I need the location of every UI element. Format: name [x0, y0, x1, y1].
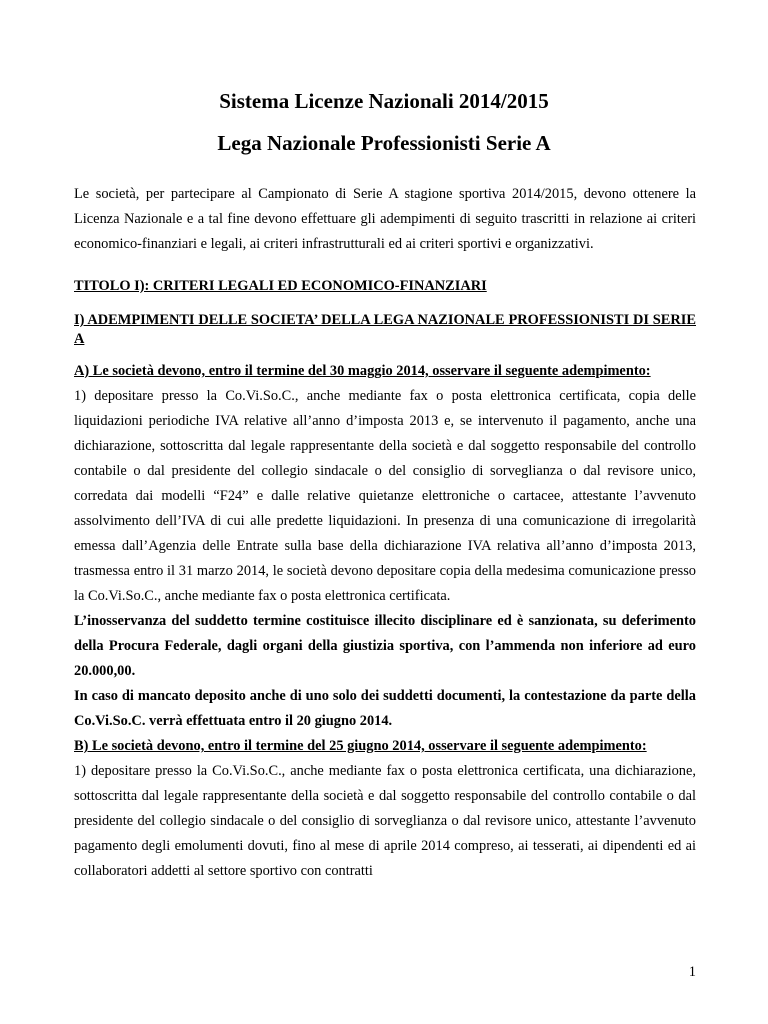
section-a [74, 359, 696, 884]
section-b-item-1: 1) depositare presso la Co.Vi.So.C., anche mediante fax o posta elettronica certificata, una dichiarazione, sottoscritta dal legale rappresentante della società e dal soggetto responsabile del controllo contabile o dal presidente del collegio sindacale o del consiglio di sorveglianza o dal revisore unico, attestante l’avvenuto pagamento degli emolumenti dovuti, fino al mese di aprile 2014 compreso, ai tesserati, ai dipendenti ed ai collaboratori addetti al settore sportivo con contratti [74, 763, 696, 879]
page-number: 1 [688, 964, 696, 980]
document-subtitle: Lega Nazionale Professionisti Serie A [217, 131, 551, 155]
intro-text: Le società, per partecipare al Campionato di Serie A stagione sportiva 2014/2015, devono ottenere la Licenza Nazionale e a tal fine devono effettuare gli adempimenti di seguito trascritti in relazione ai criteri economico-finanziari e legali, ai criteri infrastrutturali ed ai criteri sportivi e organizzativi. [74, 186, 696, 252]
section-b-heading: B) Le società devono, entro il termine del 25 giugno 2014, osservare il seguente adempimento: [74, 738, 647, 754]
section-subtitle-adempimenti: I) ADEMPIMENTI DELLE SOCIETA’ DELLA LEGA NAZIONALE PROFESSIONISTI DI SERIE A [74, 312, 696, 347]
section-a-sanction: L’inosservanza del suddetto termine costituisce illecito disciplinare ed è sanzionata, su deferimento della Procura Federale, dagli organi della giustizia sportiva, con l’ammenda non inferiore ad euro 20.000,00. [74, 613, 696, 679]
section-a-item-1: 1) depositare presso la Co.Vi.So.C., anche mediante fax o posta elettronica certificata, copia delle liquidazioni periodiche IVA relative all’anno d’imposta 2013 e, se intervenuto il pagamento, anche una dichiarazione, sottoscritta dal legale rappresentante della società e dal soggetto responsabile del controllo contabile o dal presidente del collegio sindacale o del consiglio di sorveglianza o dal revisore unico, corredata dai modelli “F24” e dalle relative quietanze elettroniche o cartacee, attestante l’avvenuto assolvimento dell’IVA di cui alle predette liquidazioni. In presenza di una comunicazione di irregolarità emessa dall’Agenzia delle Entrate sulla base della dichiarazione IVA relativa all’anno d’imposta 2013, trasmessa entro il 31 marzo 2014, le società devono depositare copia della medesima comunicazione presso la Co.Vi.So.C., anche mediante fax o posta elettronica certificata. [74, 388, 696, 604]
intro-paragraph [74, 182, 696, 257]
section-a-heading: A) Le società devono, entro il termine del 30 maggio 2014, osservare il seguente adempimento: [74, 363, 651, 379]
section-title-titolo: TITOLO I): CRITERI LEGALI ED ECONOMICO-FINANZIARI [74, 278, 487, 294]
section-a-contestation: In caso di mancato deposito anche di uno solo dei suddetti documenti, la contestazione da parte della Co.Vi.So.C. verrà effettuata entro il 20 giugno 2014. [74, 688, 696, 729]
document-title: Sistema Licenze Nazionali 2014/2015 [219, 89, 549, 113]
